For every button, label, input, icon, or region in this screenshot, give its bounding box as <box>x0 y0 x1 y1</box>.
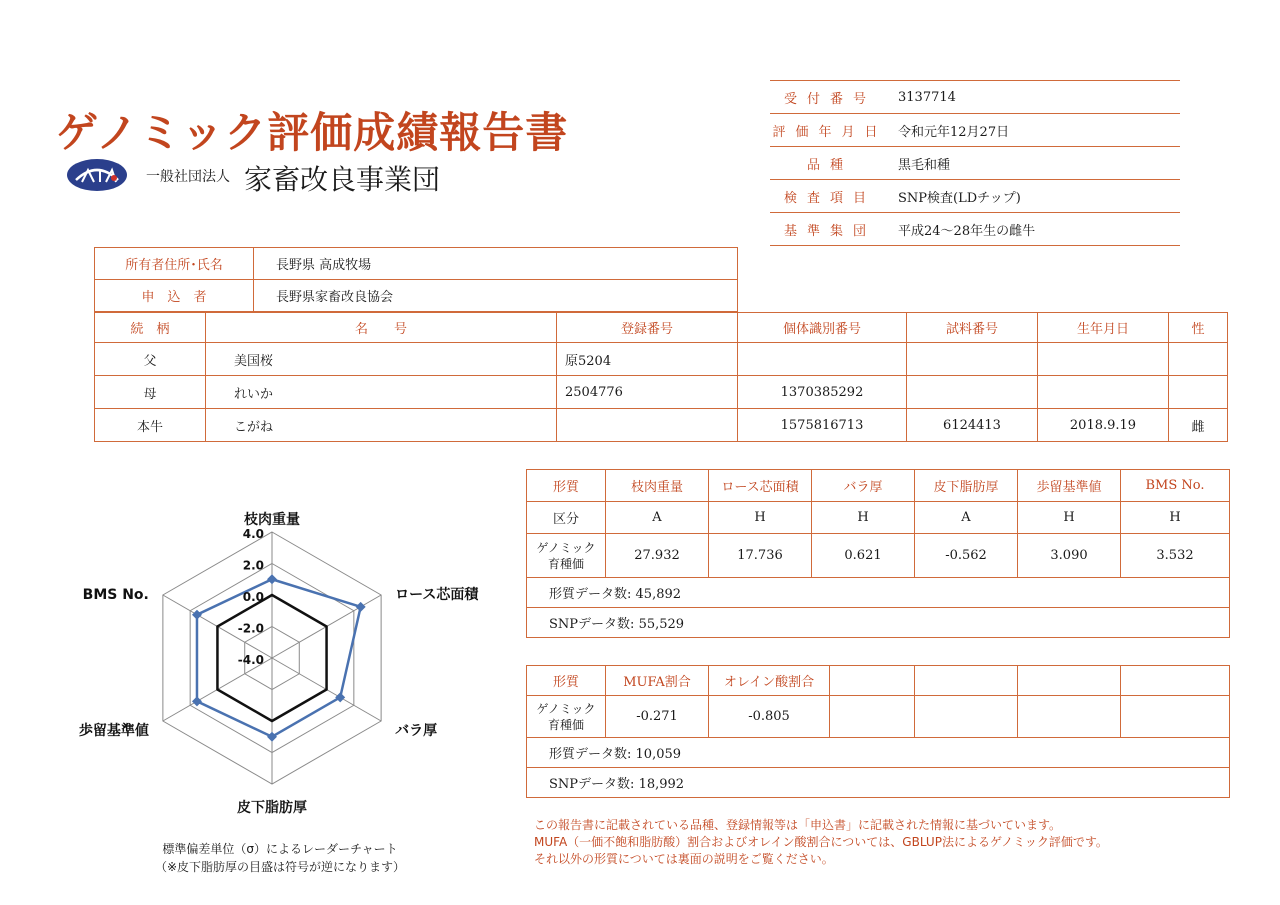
traits-table <box>526 469 1230 638</box>
receipt-value: 令和元年12月27日 <box>890 114 1180 147</box>
empty-cell <box>830 696 915 738</box>
owner-label: 所有者住所･氏名 <box>95 248 254 280</box>
pedigree-header: 登録番号 <box>557 313 738 343</box>
fatty-trait-name: MUFA割合 <box>606 666 709 696</box>
trait-name: 枝肉重量 <box>606 470 709 502</box>
radar-chart <box>40 478 520 828</box>
applicant-label: 申 込 者 <box>95 280 254 312</box>
radar-series-line <box>197 579 361 737</box>
empty-cell <box>915 666 1018 696</box>
empty-cell <box>1018 696 1121 738</box>
chart-caption-2: （※皮下脂肪厚の目盛は符号が逆になります） <box>154 860 406 874</box>
gv-label-line-1: ゲノミック <box>536 701 596 716</box>
relation-cell: 父 <box>95 343 206 376</box>
receipt-label: 検査項目 <box>770 180 890 213</box>
table-row <box>95 376 1228 409</box>
snp-data-label: SNPデータ数: <box>549 617 635 632</box>
name-cell: れいか <box>206 376 557 409</box>
radar-tick-label: 2.0 <box>242 558 264 573</box>
radar-axis-label: 皮下脂肪厚 <box>237 800 307 816</box>
sex-cell: 雌 <box>1169 409 1228 442</box>
reg-no-cell: 原5204 <box>557 343 738 376</box>
radar-axis-label: 歩留基準値 <box>78 723 149 739</box>
sex-cell <box>1169 343 1228 376</box>
receipt-label: 基準集団 <box>770 213 890 246</box>
trait-class: H <box>1121 502 1230 534</box>
fatty-row-label: 形質 <box>527 666 606 696</box>
owner-table <box>94 247 738 312</box>
name-cell: 美国桜 <box>206 343 557 376</box>
receipt-row <box>770 81 1180 114</box>
id-no-cell: 1575816713 <box>738 409 907 442</box>
radar-axis-label: バラ厚 <box>395 723 438 739</box>
sample-no-cell: 6124413 <box>907 409 1038 442</box>
applicant-value: 長野県家畜改良協会 <box>254 280 738 312</box>
trait-name: 皮下脂肪厚 <box>915 470 1018 502</box>
name-cell: こがね <box>206 409 557 442</box>
trait-class: H <box>709 502 812 534</box>
trait-name: バラ厚 <box>812 470 915 502</box>
table-row <box>95 343 1228 376</box>
sex-cell <box>1169 376 1228 409</box>
radar-axis-label: BMS No. <box>82 587 149 603</box>
trait-data-count: 10,059 <box>635 747 682 762</box>
snp-data-count-row <box>527 608 1230 638</box>
empty-cell <box>1018 666 1121 696</box>
radar-axis-label: 枝肉重量 <box>244 512 300 528</box>
owner-value: 長野県 高成牧場 <box>254 248 738 280</box>
receipt-value: 平成24～28年生の雌牛 <box>890 213 1180 246</box>
fatty-value: -0.805 <box>709 696 830 738</box>
reg-no-cell <box>557 409 738 442</box>
pedigree-header: 個体識別番号 <box>738 313 907 343</box>
org-type: 一般社団法人 <box>146 169 230 185</box>
receipt-value: SNP検査(LDチップ) <box>890 180 1180 213</box>
class-label: 区分 <box>527 502 606 534</box>
pedigree-header: 生年月日 <box>1038 313 1169 343</box>
radar-point <box>356 602 366 612</box>
pedigree-table <box>94 312 1228 442</box>
pedigree-header: 性 <box>1169 313 1228 343</box>
id-no-cell: 1370385292 <box>738 376 907 409</box>
radar-tick-label: -4.0 <box>237 653 264 667</box>
radar-tick-label: 4.0 <box>242 527 264 541</box>
trait-name: ロース芯面積 <box>709 470 812 502</box>
trait-value: -0.562 <box>915 534 1018 578</box>
pedigree-header: 続 柄 <box>95 313 206 343</box>
trait-value: 27.932 <box>606 534 709 578</box>
traits-row-label: 形質 <box>527 470 606 502</box>
relation-cell: 本牛 <box>95 409 206 442</box>
trait-value: 3.090 <box>1018 534 1121 578</box>
empty-cell <box>1121 696 1230 738</box>
radar-point <box>192 610 202 620</box>
trait-name: 歩留基準値 <box>1018 470 1121 502</box>
radar-axis-labels <box>79 511 480 816</box>
empty-cell <box>830 666 915 696</box>
chart-caption-1: 標準偏差単位（σ）によるレーダーチャート <box>162 842 398 856</box>
radar-point <box>267 574 277 584</box>
birth-cell <box>1038 343 1169 376</box>
radar-point <box>335 692 345 702</box>
fatty-trait-name: オレイン酸割合 <box>709 666 830 696</box>
report-title: ゲノミック評価成績報告書 <box>56 108 569 157</box>
trait-value: 0.621 <box>812 534 915 578</box>
org-name: 家畜改良事業団 <box>244 163 441 196</box>
snp-data-count: 18,992 <box>638 777 685 792</box>
empty-cell <box>915 696 1018 738</box>
trait-class: A <box>606 502 709 534</box>
trait-class: A <box>915 502 1018 534</box>
note-line: それ以外の形質については裏面の説明をご覧ください。 <box>534 852 834 866</box>
livestock-improvement-association-logo <box>66 158 128 192</box>
pedigree-header: 試料番号 <box>907 313 1038 343</box>
fatty-snp-data-count-row <box>527 768 1230 798</box>
birth-cell: 2018.9.19 <box>1038 409 1169 442</box>
trait-name: BMS No. <box>1121 470 1230 502</box>
receipt-value: 黒毛和種 <box>890 147 1180 180</box>
empty-cell <box>1121 666 1230 696</box>
receipt-table <box>770 80 1180 246</box>
gv-label <box>527 534 606 578</box>
fatty-acid-table <box>526 665 1230 798</box>
radar-point <box>192 696 202 706</box>
birth-cell <box>1038 376 1169 409</box>
sample-no-cell <box>907 376 1038 409</box>
receipt-row <box>770 147 1180 180</box>
relation-cell: 母 <box>95 376 206 409</box>
radar-tick-label: -2.0 <box>237 621 264 636</box>
trait-class: H <box>812 502 915 534</box>
receipt-label: 受付番号 <box>770 81 890 114</box>
trait-data-count-row <box>527 578 1230 608</box>
trait-class: H <box>1018 502 1121 534</box>
radar-tick-label: 0.0 <box>242 590 264 604</box>
note-line: この報告書に記載されている品種、登録情報等は「申込書」に記載された情報に基づいています。 <box>534 818 1062 832</box>
receipt-row <box>770 213 1180 246</box>
trait-data-label: 形質データ数: <box>549 587 632 602</box>
id-no-cell <box>738 343 907 376</box>
fatty-trait-data-count-row <box>527 738 1230 768</box>
radar-axis-label: ロース芯面積 <box>395 587 479 603</box>
pedigree-header: 名 号 <box>206 313 557 343</box>
note-line: MUFA（一価不飽和脂肪酸）割合およびオレイン酸割合については、GBLUP法によるゲノミック評価です。 <box>534 835 1108 849</box>
fatty-gv-label <box>527 696 606 738</box>
fatty-value: -0.271 <box>606 696 709 738</box>
snp-data-label: SNPデータ数: <box>549 777 635 792</box>
trait-data-label: 形質データ数: <box>549 747 632 762</box>
table-row <box>95 409 1228 442</box>
trait-value: 3.532 <box>1121 534 1230 578</box>
pedigree-header-row <box>95 313 1228 343</box>
receipt-label: 品種 <box>770 147 890 180</box>
sample-no-cell <box>907 343 1038 376</box>
snp-data-count: 55,529 <box>638 617 685 632</box>
receipt-row <box>770 114 1180 147</box>
gv-label-line-1: ゲノミック <box>536 540 596 555</box>
receipt-label: 評価年月日 <box>770 114 890 147</box>
receipt-row <box>770 180 1180 213</box>
trait-value: 17.736 <box>709 534 812 578</box>
radar-point <box>267 732 277 742</box>
gv-label-line-2: 育種価 <box>547 556 584 571</box>
receipt-value: 3137714 <box>890 81 1180 114</box>
trait-data-count: 45,892 <box>635 587 682 602</box>
reg-no-cell: 2504776 <box>557 376 738 409</box>
gv-label-line-2: 育種価 <box>547 717 584 732</box>
